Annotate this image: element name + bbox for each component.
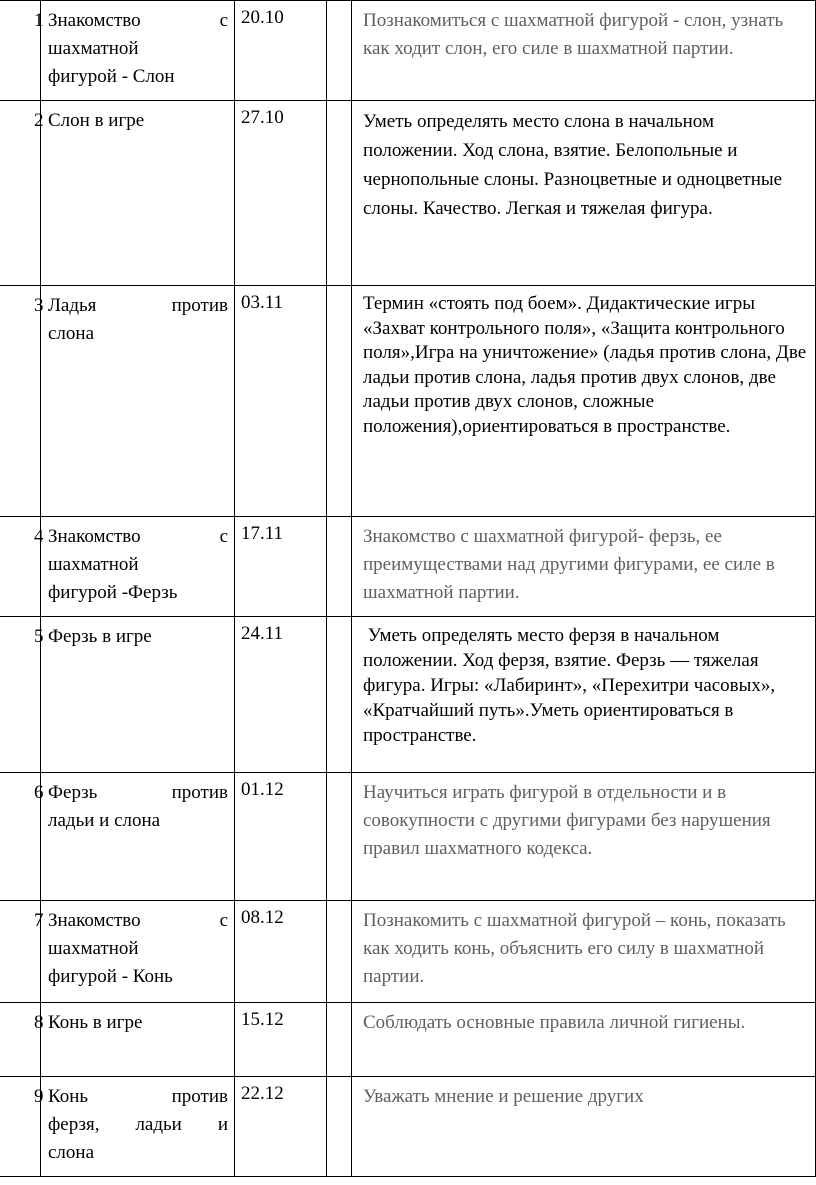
row-number: 9	[34, 1086, 44, 1107]
topic-cell	[41, 517, 235, 617]
topic-cell	[41, 1003, 235, 1077]
empty-cell	[327, 517, 352, 617]
empty-cell	[327, 286, 352, 517]
topic-cell	[41, 1077, 235, 1177]
empty-cell	[327, 1, 352, 101]
table-row	[0, 286, 816, 517]
row-number: 3	[34, 295, 44, 316]
topic-line: Ладья против	[48, 295, 228, 316]
goal-cell	[352, 517, 816, 617]
empty-cell	[327, 1077, 352, 1177]
goal-cell	[352, 1077, 816, 1177]
row-number-cell	[0, 617, 44, 773]
goal-cell	[352, 1003, 816, 1077]
topic-line: фигурой -Ферзь	[48, 582, 178, 603]
row-number: 7	[34, 910, 44, 931]
topic-cell	[41, 773, 235, 901]
goal-text: Познакомиться с шахматной фигурой - слон, узнать как ходит слон, его силе в шахматной партии.	[363, 10, 784, 59]
topic-line: Конь против	[48, 1086, 228, 1107]
row-number: 8	[34, 1012, 44, 1033]
goal-cell	[352, 286, 816, 517]
date-cell: 24.11	[235, 617, 327, 773]
goal-text: Соблюдать основные правила личной гигиены.	[363, 1012, 746, 1033]
empty-cell	[327, 901, 352, 1003]
date-cell: 15.12	[235, 1003, 327, 1077]
goal-text: Уметь определять место слона в начальном положении. Ход слона, взятие. Белопольные и чернопольные слоны. Разноцветные и одноцветные слоны. Качество. Легкая и тяжелая фигура.	[363, 111, 783, 219]
topic-line: Конь в игре	[48, 1012, 143, 1033]
topic-line: Ферзь против	[48, 782, 228, 803]
goal-cell	[352, 617, 816, 773]
table-row	[0, 1003, 816, 1077]
table-row	[0, 1077, 816, 1177]
topic-line: шахматной	[48, 554, 139, 575]
topic-line: Знакомство с	[48, 910, 228, 931]
date-cell: 27.10	[235, 101, 327, 286]
date-cell: 22.12	[235, 1077, 327, 1177]
topic-line: слона	[48, 323, 95, 344]
topic-line: фигурой - Конь	[48, 966, 173, 987]
date-cell: 17.11	[235, 517, 327, 617]
row-number: 1	[34, 10, 44, 31]
row-number: 6	[34, 782, 44, 803]
topic-line: фигурой - Слон	[48, 66, 175, 87]
topic-line: Ферзь в игре	[48, 626, 152, 647]
topic-line: шахматной	[48, 938, 139, 959]
table-row	[0, 1, 816, 101]
date-cell: 01.12	[235, 773, 327, 901]
topic-cell	[41, 901, 235, 1003]
row-number-cell	[0, 1003, 44, 1077]
row-number: 5	[34, 626, 44, 647]
goal-text: Уметь определять место ферзя в начальном положении. Ход ферзя, взятие. Ферзь — тяжелая фигура. Игры: «Лабиринт», «Перехитри часовых», «Кратчайший путь».Уметь ориентироваться в пространстве.	[363, 625, 780, 746]
topic-line: шахматной	[48, 38, 139, 59]
row-number-cell	[0, 901, 44, 1003]
goal-text: Научиться играть фигурой в отдельности и в совокупности с другими фигурами без нарушения правил шахматного кодекса.	[363, 782, 771, 859]
table-row	[0, 617, 816, 773]
topic-line: Знакомство с	[48, 526, 228, 547]
goal-text: Знакомство с шахматной фигурой- ферзь, ее преимуществами над другими фигурами, ее силе в шахматной партии.	[363, 526, 775, 603]
empty-cell	[327, 617, 352, 773]
empty-cell	[327, 1003, 352, 1077]
table-row	[0, 901, 816, 1003]
row-number-cell	[0, 286, 44, 517]
row-number-cell	[0, 101, 44, 286]
row-number-cell	[0, 517, 44, 617]
row-number-cell	[0, 773, 44, 901]
topic-line: Знакомство с	[48, 10, 228, 31]
row-number: 2	[34, 110, 44, 131]
date-cell: 08.12	[235, 901, 327, 1003]
goal-cell	[352, 101, 816, 286]
topic-line: ладьи и слона	[48, 810, 161, 831]
row-number-cell	[0, 1077, 44, 1177]
goal-cell	[352, 1, 816, 101]
row-number-cell	[0, 1, 44, 101]
table-row	[0, 517, 816, 617]
goal-text: Термин «стоять под боем». Дидактические игры «Захват контрольного поля», «Защита контрольного поля»,Игра на уничтожение» (ладья против слона, Две ладьи против слона, ладья против двух слонов, две ладьи против двух слонов, сложные положения),ориентироваться в пространстве.	[363, 293, 807, 437]
empty-cell	[327, 773, 352, 901]
topic-line: ферзя, ладьи и	[48, 1114, 228, 1135]
goal-text: Уважать мнение и решение других	[363, 1086, 644, 1107]
topic-cell	[41, 1, 235, 101]
table-row	[0, 773, 816, 901]
topic-cell	[41, 617, 235, 773]
date-cell: 20.10	[235, 1, 327, 101]
goal-cell	[352, 901, 816, 1003]
goal-text: Познакомить с шахматной фигурой – конь, показать как ходить конь, объяснить его силу в шахматной партии.	[363, 910, 786, 987]
topic-line: Слон в игре	[48, 110, 145, 131]
goal-cell	[352, 773, 816, 901]
table-row	[0, 101, 816, 286]
date-cell: 03.11	[235, 286, 327, 517]
empty-cell	[327, 101, 352, 286]
topic-line: слона	[48, 1142, 95, 1163]
row-number: 4	[34, 526, 44, 547]
topic-cell	[41, 101, 235, 286]
topic-cell	[41, 286, 235, 517]
